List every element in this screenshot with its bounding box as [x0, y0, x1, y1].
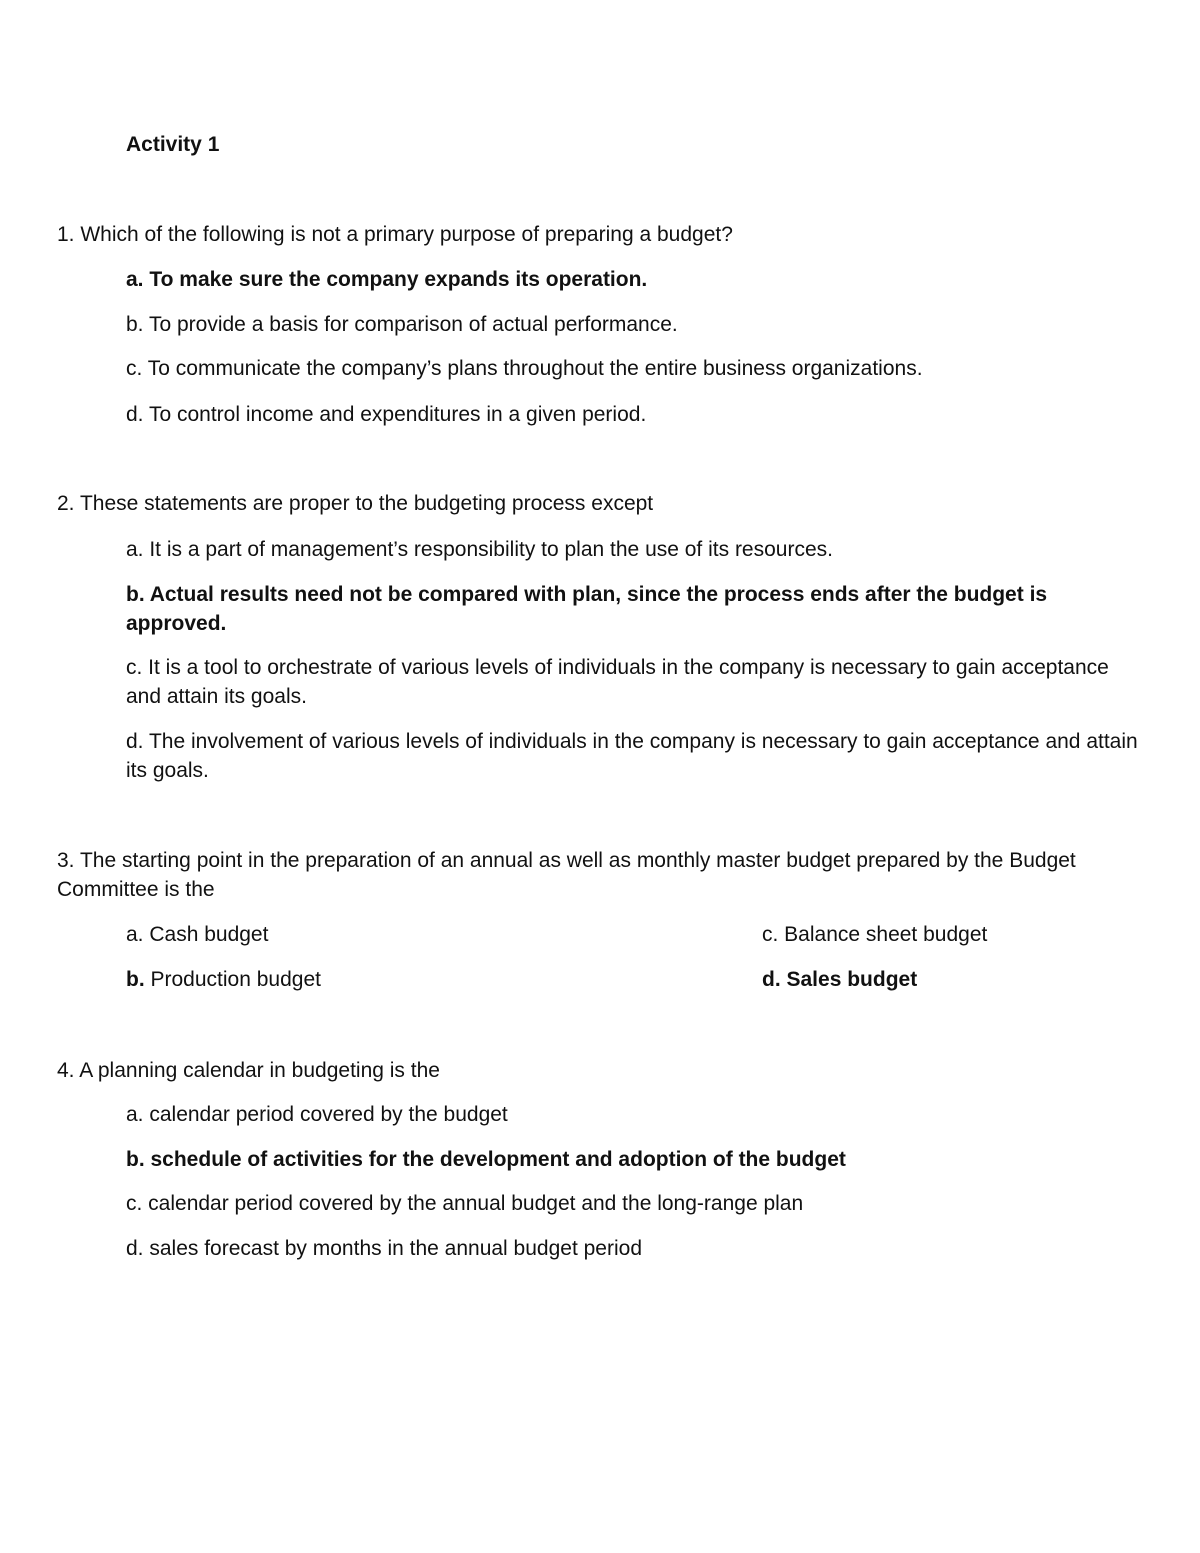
question-4-stem: 4. A planning calendar in budgeting is the [57, 1059, 440, 1082]
question-2-option-d: d. The involvement of various levels of individuals in the company is necessary to gain acceptance and attain its goals. [126, 730, 1138, 782]
question-2-option-b: b. Actual results need not be compared with plan, since the process ends after the budget is approved. [126, 583, 1048, 635]
question-1-option-b: b. To provide a basis for comparison of actual performance. [126, 313, 678, 336]
question-3-stem: 3. The starting point in the preparation of an annual as well as monthly master budget prepared by the Budget Committee is the [57, 849, 1076, 901]
question-2-stem: 2. These statements are proper to the budgeting process except [57, 492, 654, 515]
question-1-option-c: c. To communicate the company’s plans throughout the entire business organizations. [126, 357, 923, 380]
question-3-option-d: d. Sales budget [762, 968, 918, 991]
question-3-option-c: c. Balance sheet budget [762, 923, 988, 946]
question-2-option-a: a. It is a part of management’s responsibility to plan the use of its resources. [126, 538, 833, 561]
question-4-option-b: b. schedule of activities for the development and adoption of the budget [126, 1148, 846, 1171]
question-4-option-a: a. calendar period covered by the budget [126, 1103, 508, 1126]
question-4-option-c: c. calendar period covered by the annual budget and the long-range plan [126, 1192, 804, 1215]
question-3-option-b [126, 965, 726, 994]
question-2-option-c: c. It is a tool to orchestrate of various levels of individuals in the company is necessary to gain acceptance and attain its goals. [126, 656, 1109, 708]
question-1-option-d: d. To control income and expenditures in a given period. [126, 403, 647, 426]
question-4-option-d: d. sales forecast by months in the annual budget period [126, 1237, 642, 1260]
question-3-option-b-text: Production budget [144, 968, 321, 991]
question-1-option-a: a. To make sure the company expands its operation. [126, 268, 648, 291]
question-3-option-b-letter: b. [126, 968, 145, 991]
activity-title: Activity 1 [126, 133, 220, 156]
question-3-option-a: a. Cash budget [126, 923, 269, 946]
question-1-stem: 1. Which of the following is not a primary purpose of preparing a budget? [57, 223, 733, 246]
